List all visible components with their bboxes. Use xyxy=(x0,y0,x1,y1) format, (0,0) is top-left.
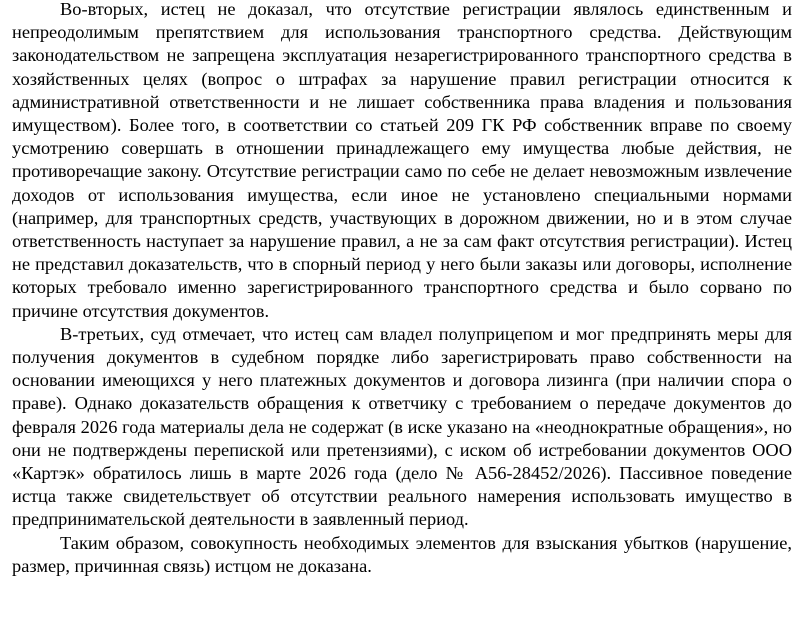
paragraph-third-argument: В-третьих, суд отмечает, что истец сам владел полуприцепом и мог предпринять меры для получения документов в судебном порядке либо зарегистрировать право собственности на основании имеющихся у него платежных документов и договора лизинга (при наличии спора о праве). Однако доказательств обращения к ответчику с требованием о передаче документов до февраля 2026 года материалы дела не содержат (в иске указано на «неоднократные обращения», но они не подтверждены перепиской или претензиями), с иском об истребовании документов ООО «Картэк» обратилось лишь в марте 2026 года (дело № А56-28452/2026). Пассивное поведение истца также свидетельствует об отсутствии реального намерения использовать имущество в предпринимательской деятельности в заявленный период. xyxy=(12,323,792,530)
paragraph-second-argument: Во-вторых, истец не доказал, что отсутствие регистрации являлось единственным и непреодолимым препятствием для использования транспортного средства. Действующим законодательством не запрещена эксплуатация незарегистрированного транспортного средства в хозяйственных целях (вопрос о штрафах за нарушение правил регистрации относится к административной ответственности и не лишает собственника права владения и пользования имуществом). Более того, в соответствии со статьей 209 ГК РФ собственник вправе по своему усмотрению совершать в отношении принадлежащего ему имущества любые действия, не противоречащие закону. Отсутствие регистрации само по себе не делает невозможным извлечение доходов от использования имущества, если иное не установлено специальными нормами (например, для транспортных средств, участвующих в дорожном движении, но и в этом случае ответственность наступает за нарушение правил, а не за сам факт отсутствия регистрации). Истец не представил доказательств, что в спорный период у него были заказы или договоры, исполнение которых требовало именно зарегистрированного транспортного средства и было сорвано по причине отсутствия документов. xyxy=(12,0,792,321)
document-page xyxy=(12,0,792,578)
paragraph-conclusion: Таким образом, совокупность необходимых элементов для взыскания убытков (нарушение, размер, причинная связь) истцом не доказана. xyxy=(12,532,792,576)
